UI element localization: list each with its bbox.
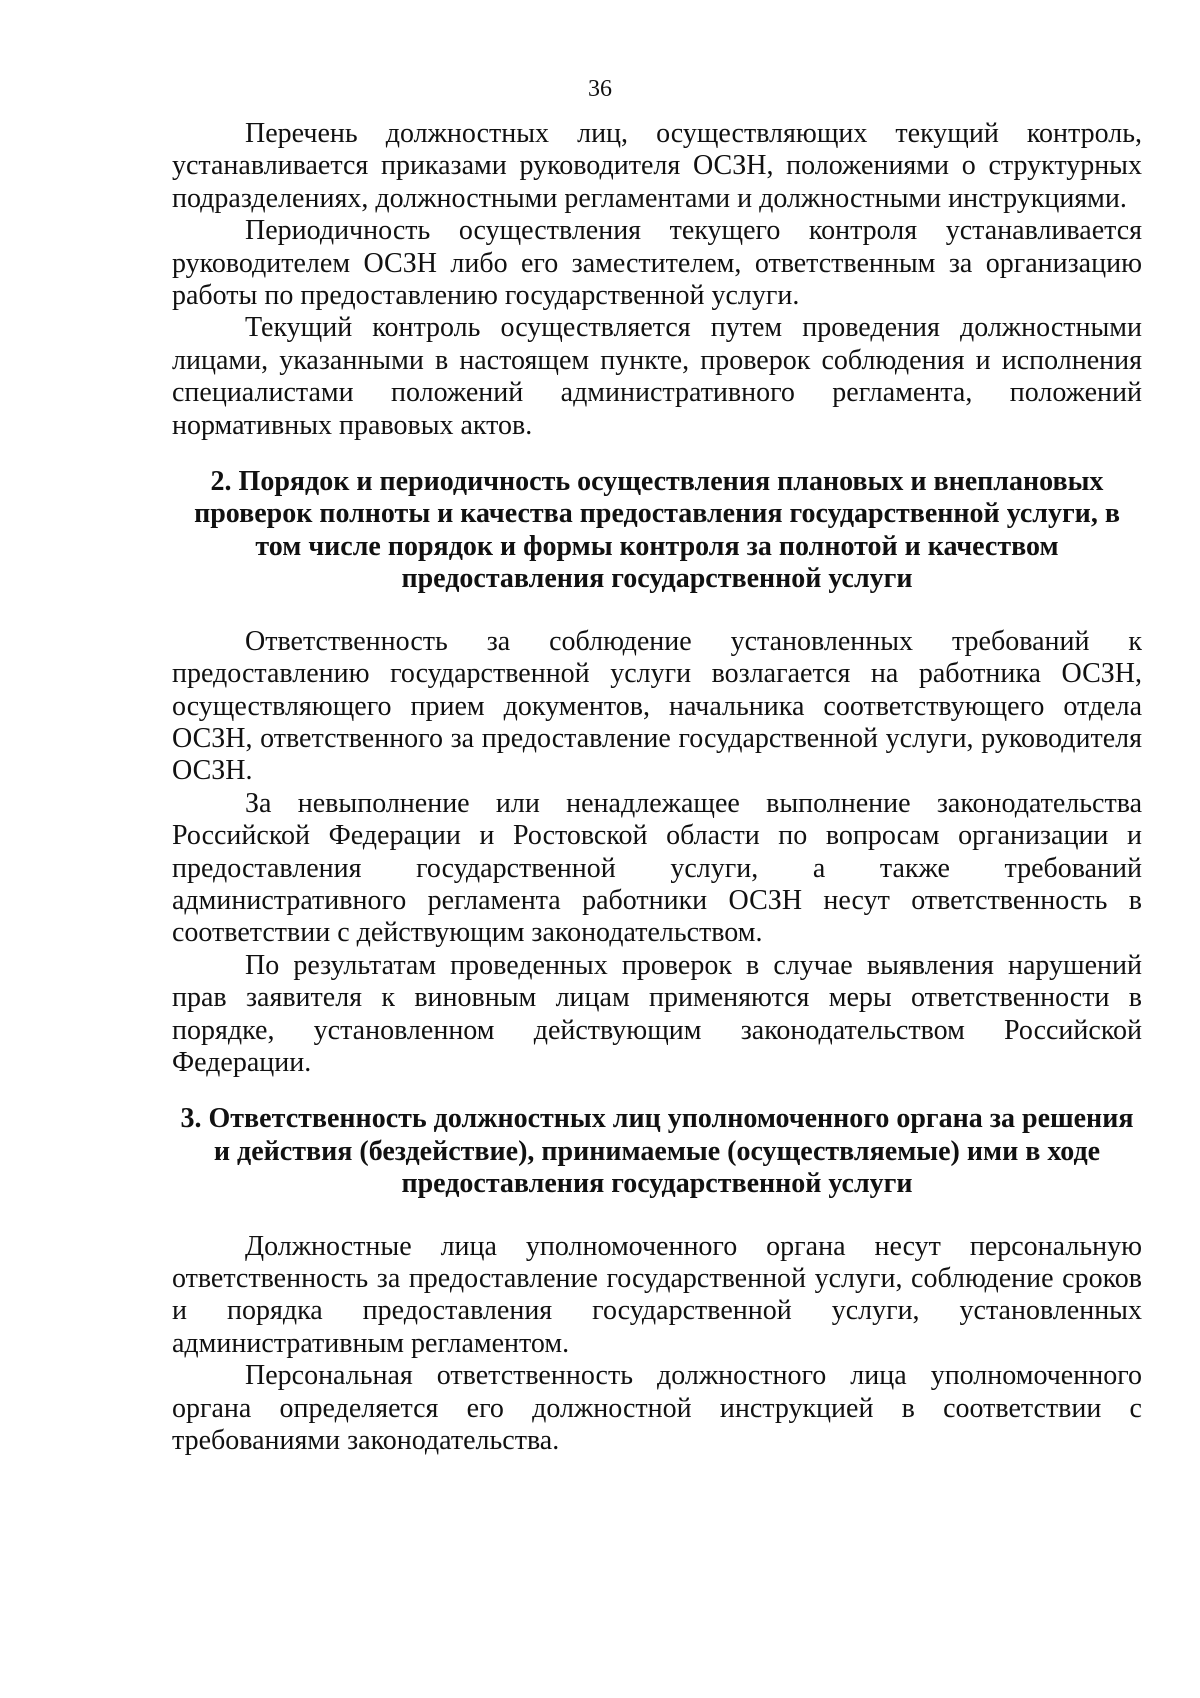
paragraph: По результатам проведенных проверок в случае выявления нарушений прав заявителя к виновным лицам применяются меры ответственности в порядке, установленном действующим законодательством Российской Федерации.	[172, 949, 1142, 1078]
paragraph: Ответственность за соблюдение установленных требований к предоставлению государственной услуги возлагается на работника ОСЗН, осуществляющего прием документов, начальника соответствующего отдела ОСЗН, ответственного за предоставление государственной услуги, руководителя ОСЗН.	[172, 625, 1142, 787]
paragraph: Персональная ответственность должностного лица уполномоченного органа определяется его должностной инструкцией в соответствии с требованиями законодательства.	[172, 1360, 1142, 1457]
paragraph: Периодичность осуществления текущего контроля устанавливается руководителем ОСЗН либо его заместителем, ответственным за организацию работы по предоставлению государственной услуги.	[172, 215, 1142, 312]
section-heading-3: 3. Ответственность должностных лиц уполномоченного органа за решения и действия (бездействие), принимаемые (осуществляемые) ими в ходе предоставления государственной услуги	[180, 1103, 1134, 1200]
paragraph: За невыполнение или ненадлежащее выполнение законодательства Российской Федерации и Ростовской области по вопросам организации и предоставления государственной услуги, а также требований административного регламента работники ОСЗН несут ответственность в соответствии с действующим законодательством.	[172, 787, 1142, 949]
document-body	[172, 118, 1142, 1457]
paragraph: Текущий контроль осуществляется путем проведения должностными лицами, указанными в настоящем пункте, проверок соблюдения и исполнения специалистами положений административного регламента, положений нормативных правовых актов.	[172, 312, 1142, 441]
paragraph: Должностные лица уполномоченного органа несут персональную ответственность за предоставление государственной услуги, соблюдение сроков и порядка предоставления государственной услуги, установленных административным регламентом.	[172, 1230, 1142, 1359]
page-number: 36	[588, 76, 612, 102]
section-heading-2: 2. Порядок и периодичность осуществления плановых и внеплановых проверок полноты и качества предоставления государственной услуги, в том числе порядок и формы контроля за полнотой и качеством предоставления государственной услуги	[194, 466, 1120, 595]
paragraph: Перечень должностных лиц, осуществляющих текущий контроль, устанавливается приказами руководителя ОСЗН, положениями о структурных подразделениях, должностными регламентами и должностными инструкциями.	[172, 118, 1142, 214]
